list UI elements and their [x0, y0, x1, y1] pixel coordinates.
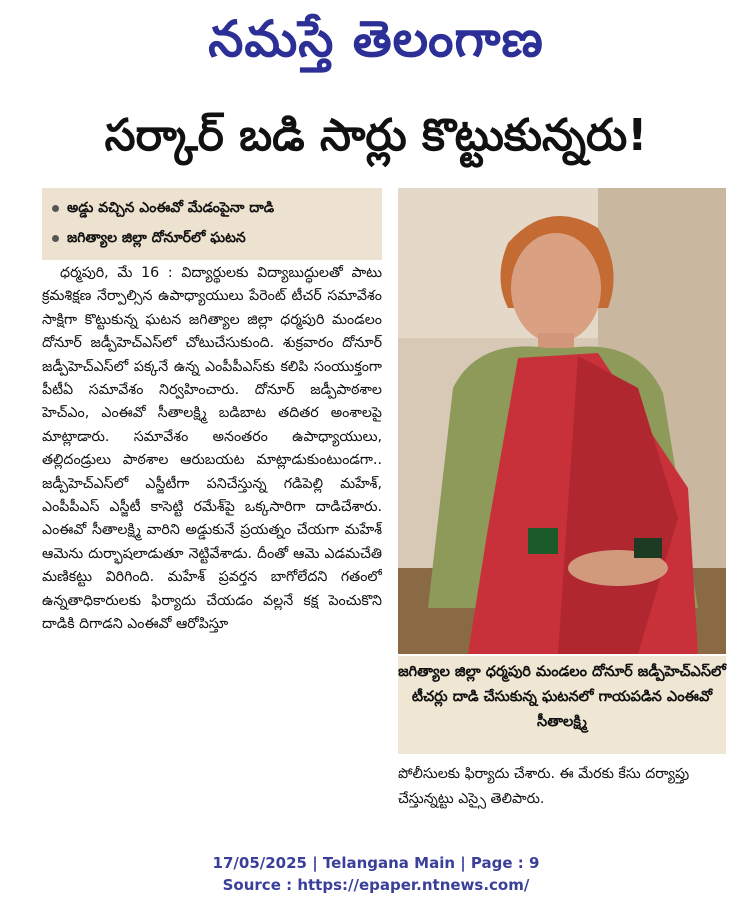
masthead: నమస్తే తెలంగాణ: [208, 9, 544, 68]
bullet-dot-icon: [52, 235, 59, 242]
bullet-item: [52, 196, 274, 220]
footer-source-line: Source : https://epaper.ntnews.com/: [222, 876, 530, 894]
headline: సర్కార్ బడి సార్లు కొట్టుకున్నరు!: [104, 110, 648, 161]
bullet-text: అడ్డు వచ్చిన ఎంఈవో మేడంపైనా దాడి: [67, 200, 275, 216]
woman-photo-illustration: [398, 188, 726, 654]
photo-caption: జగిత్యాల జిల్లా ధర్మపురి మండలం దోనూర్ జడ్పీహెచ్ఎస్‌లో టీచర్లు దాడి చేసుకున్న ఘటనలో గాయపడిన ఎంఈవో సీతాలక్ష్మి: [398, 656, 726, 754]
article-body: [42, 262, 382, 832]
article-continuation: పోలీసులకు ఫిర్యాదు చేశారు. ఈ మేరకు కేసు దర్యాప్తు చేస్తున్నట్టు ఎస్సై తెలిపారు.: [398, 766, 690, 807]
bullet-dot-icon: [52, 205, 59, 212]
news-photo: [398, 188, 726, 654]
bullet-item: [52, 226, 246, 250]
article-paragraph: ధర్మపురి, మే 16 : విద్యార్థులకు విద్యాబుద్ధులతో పాటు క్రమశిక్షణ నేర్పాల్సిన ఉపాధ్యాయులు పేరెంట్ టీచర్ సమావేశం సాక్షిగా కొట్టుకున్న ఘటన జగిత్యాల జిల్లా ధర్మపురి మండలం దోనూర్ జడ్పీహెచ్ఎస్‌లో చోటుచేసుకుంది. శుక్రవారం దోనూర్ జడ్పీహెచ్ఎస్‌లో పక్కనే ఉన్న ఎంపీపీఎస్‌కు కలిపి సంయుక్తంగా పీటీఏ సమావేశం నిర్వహించారు. దోనూర్ జడ్పీపాఠశాల హెచ్ఎం, ఎంఈవో సీతాలక్ష్మి బడిబాట తదితర అంశాలపై మాట్లాడారు. సమావేశం అనంతరం ఉపాధ్యాయులు, తల్లిదండ్రులు పాఠశాల ఆరుబయట మాట్లాడుకుంటుండగా.. జడ్పీహెచ్ఎస్‌లో ఎస్జీటీగా పనిచేస్తున్న గడిపెల్లి మహేశ్, ఎంపీపీఎస్ ఎస్జీటీ కాసెట్టి రమేశ్‌పై ఒక్కసారిగా దాడిచేశారు. ఎంఈవో సీతాలక్ష్మి వారిని అడ్డుకునే ప్రయత్నం చేయగా మహేశ్ ఆమెను దుర్భాషలాడుతూ నెట్టివేశాడు. దీంతో ఆమె ఎడమచేతి మణికట్టు విరిగింది. మహేశ్ ప్రవర్తన బాగోలేదని గతంలో ఉన్నతాధికారులకు ఫిర్యాదు చేయడం వల్లనే కక్ష పెంచుకొని దాడికి దిగాడని ఎంఈవో ఆరోపిస్తూ: [42, 265, 382, 633]
bullet-text: జగిత్యాల జిల్లా దోనూర్‌లో ఘటన: [67, 230, 246, 246]
bullet-box: [42, 188, 382, 260]
footer-edition-line: 17/05/2025 | Telangana Main | Page : 9: [212, 854, 540, 872]
